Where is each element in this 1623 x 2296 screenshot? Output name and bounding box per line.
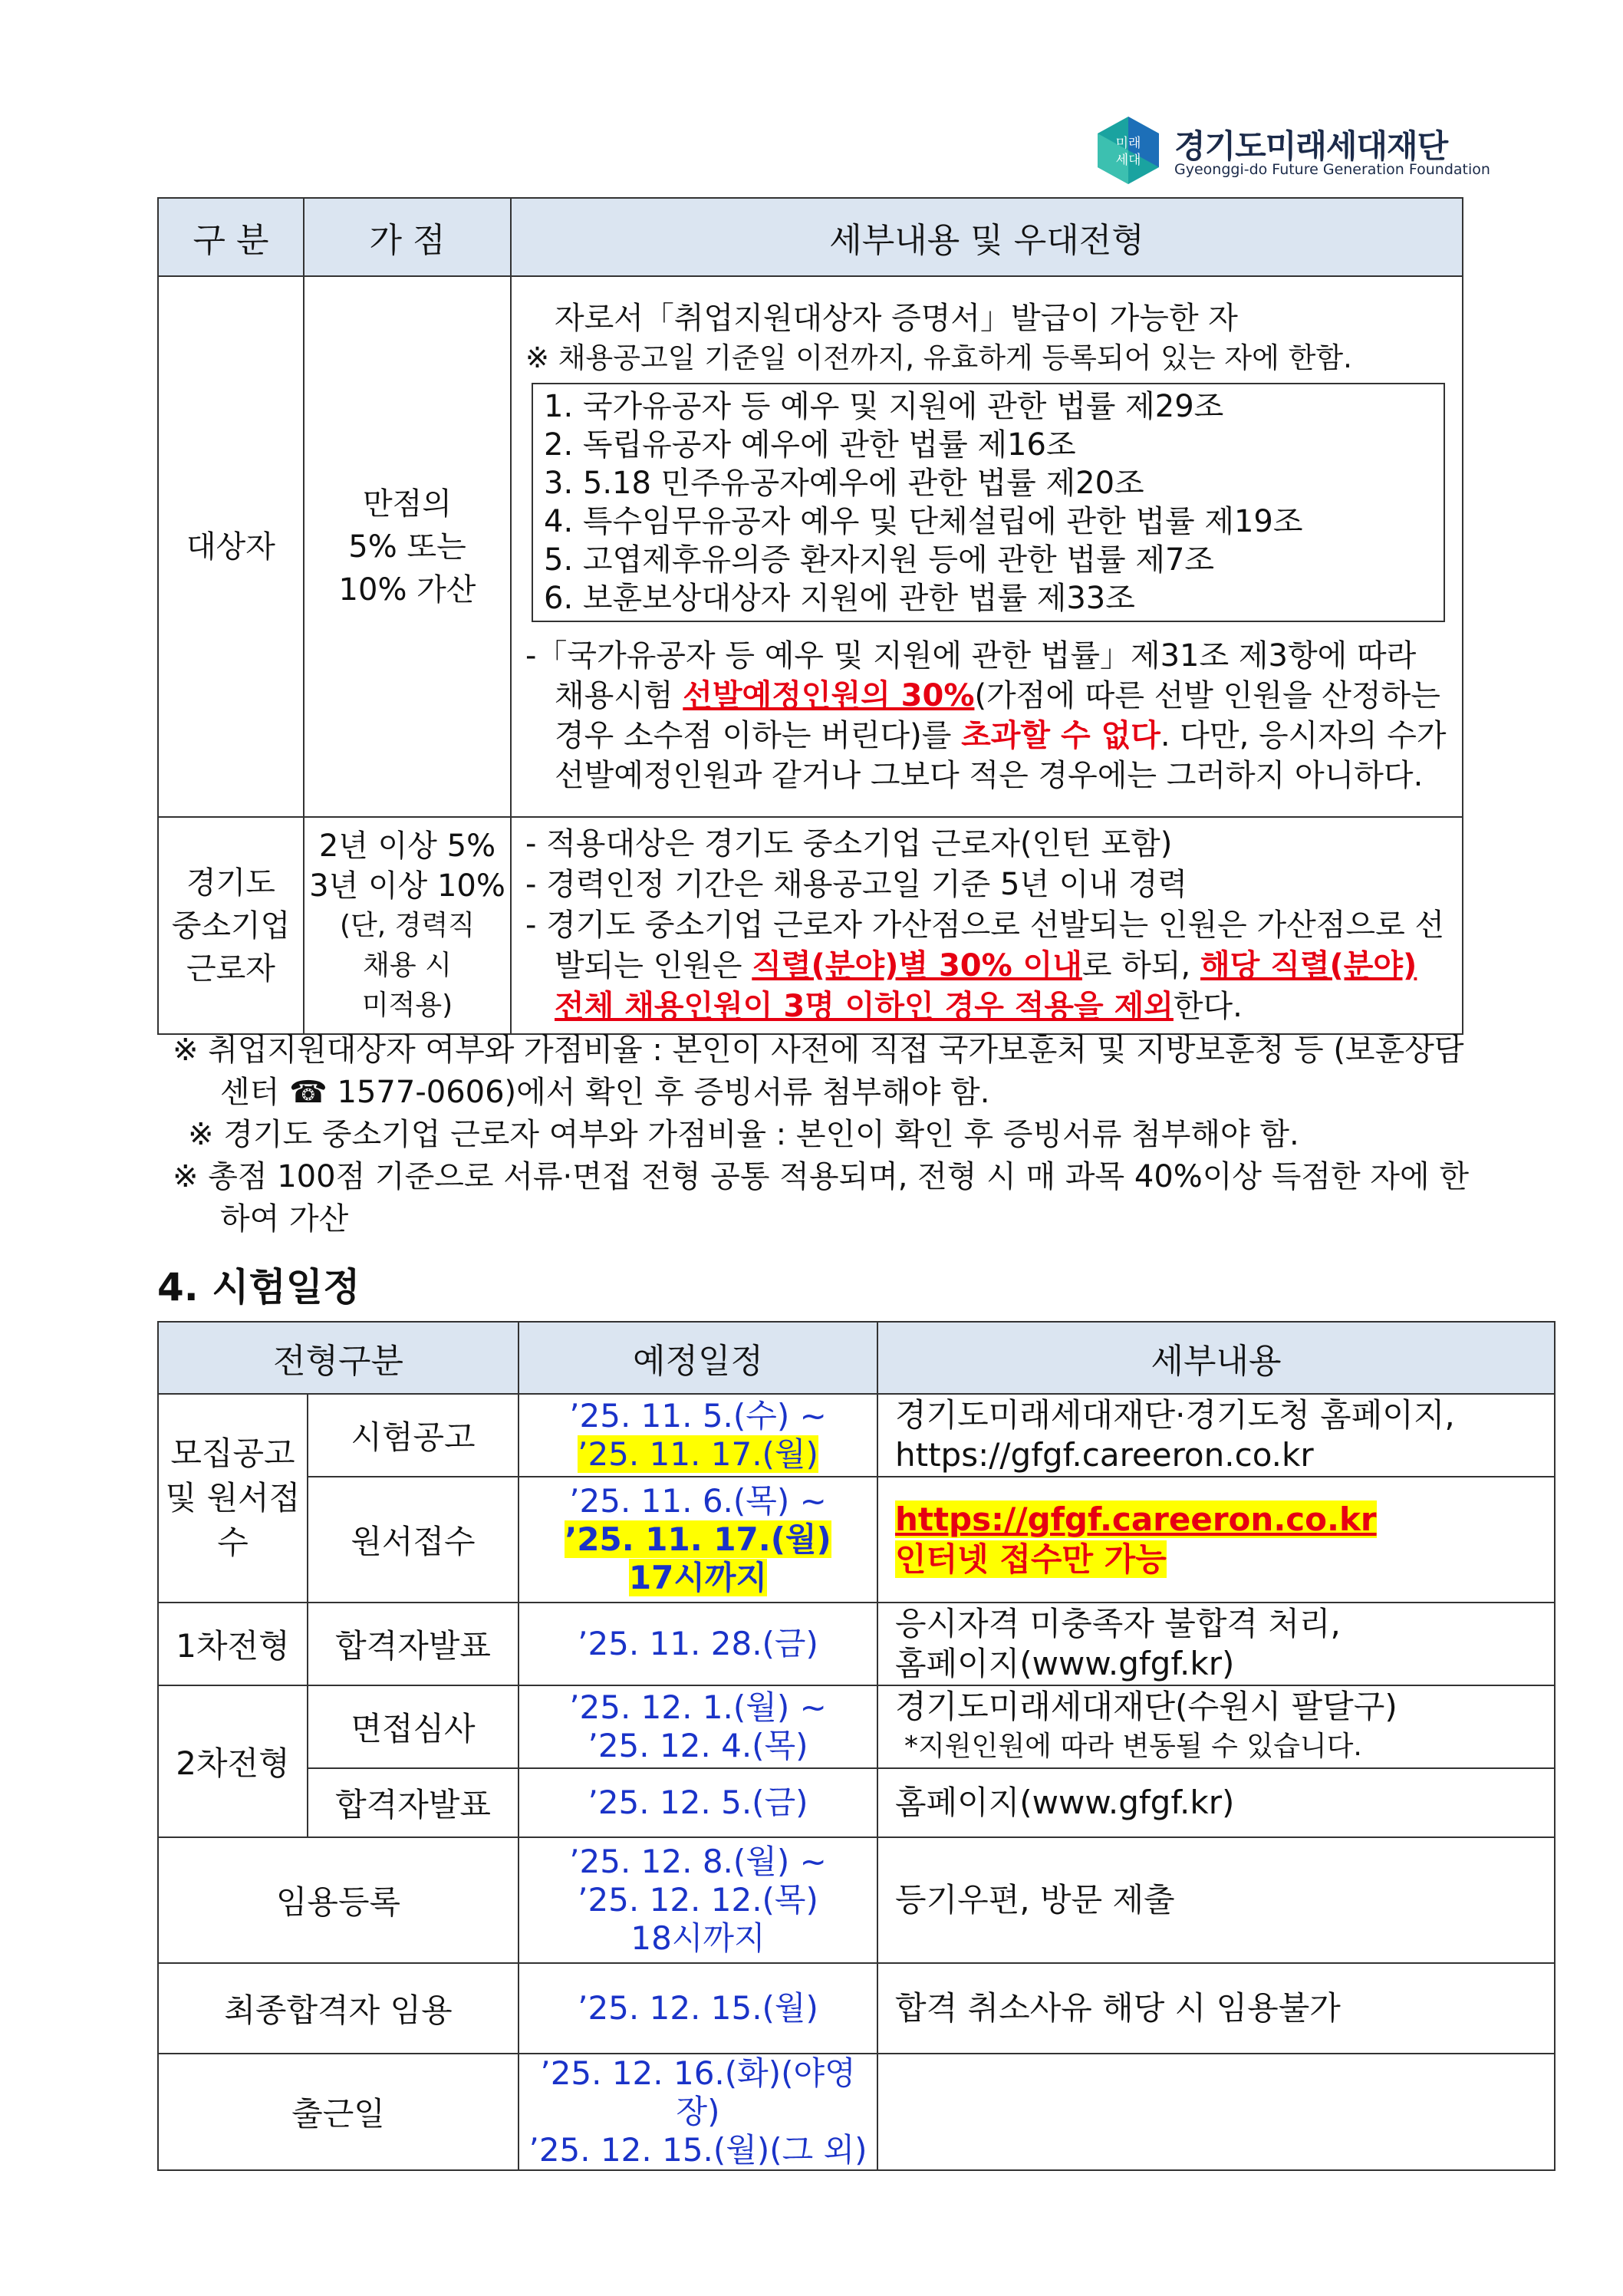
table-row (158, 817, 1463, 1034)
stage-cell: 최종합격자 임용 (158, 1963, 519, 2054)
group-cell: 1차전형 (158, 1603, 308, 1685)
list-item: 5. 고엽제후유의증 환자지원 등에 관한 법률 제7조 (544, 542, 1215, 578)
table-row (158, 1963, 1555, 2054)
logo-mark-text-2: 세대 (1115, 153, 1141, 168)
bonus-points-table (157, 197, 1463, 1035)
foundation-logo (1093, 115, 1490, 192)
list-item: 4. 특수임무유공자 예우 및 단체설립에 관한 법률 제19조 (544, 503, 1303, 539)
header-category: 구 분 (158, 198, 304, 276)
logo-mark-text-1: 미래 (1115, 136, 1141, 151)
table-row (158, 276, 1463, 817)
points-cell: 2년 이상 5% 3년 이상 10% (단, 경력직 채용 시 미적용) (304, 817, 511, 1034)
stage-cell: 합격자발표 (308, 1603, 519, 1685)
date-cell: ’25. 12. 1.(월) ~ ’25. 12. 4.(목) (519, 1685, 877, 1768)
table-header-row (158, 1322, 1555, 1394)
table-row (158, 1603, 1555, 1685)
table-row (158, 1768, 1555, 1837)
group-cell: 모집공고 및 원서접수 (158, 1394, 308, 1603)
info-cell: 홈페이지(www.gfgf.kr) (877, 1768, 1555, 1837)
stage-cell: 임용등록 (158, 1837, 519, 1963)
table-row (158, 1685, 1555, 1768)
org-name-kr: 경기도미래세대재단 (1174, 127, 1448, 165)
list-item: 1. 국가유공자 등 예우 및 지원에 관한 법률 제29조 (544, 388, 1224, 424)
header-stage: 전형구분 (158, 1322, 519, 1394)
footnote: ※ 총점 100점 기준으로 서류·면접 전형 공통 적용되며, 전형 시 매 과목 40%이상 득점한 자에 한하여 가산 (173, 1159, 1470, 1237)
date-cell: ’25. 11. 28.(금) (519, 1603, 877, 1685)
date-cell: ’25. 12. 15.(월) (519, 1963, 877, 2054)
section-title: 4. 시험일정 (157, 1265, 360, 1309)
list-item: 6. 보훈보상대상자 지원에 관한 법률 제33조 (544, 580, 1135, 616)
date-cell: ’25. 12. 16.(화)(야영장) ’25. 12. 15.(월)(그 외) (519, 2054, 877, 2170)
stage-cell: 면접심사 (308, 1685, 519, 1768)
careeron-link[interactable]: https://gfgf.careeron.co.kr (895, 1500, 1377, 1538)
footnote: ※ 취업지원대상자 여부와 가점비율 : 본인이 사전에 직접 국가보훈처 및 지방보훈청 등 (보훈상담센터 ☎ 1577-0606)에서 확인 후 증빙서류 첨부해야 함. (173, 1033, 1464, 1110)
info-cell: 합격 취소사유 해당 시 임용불가 (877, 1963, 1555, 2054)
header-info: 세부내용 (877, 1322, 1555, 1394)
group-cell: 2차전형 (158, 1685, 308, 1837)
table-row (158, 2054, 1555, 2170)
category-cell: 경기도 중소기업 근로자 (158, 817, 304, 1034)
date-cell: ’25. 11. 5.(수) ~ ’25. 11. 17.(월) (519, 1394, 877, 1477)
info-cell: 등기우편, 방문 제출 (877, 1837, 1555, 1963)
table-row (158, 1394, 1555, 1477)
date-cell: ’25. 12. 5.(금) (519, 1768, 877, 1837)
list-item: 3. 5.18 민주유공자예우에 관한 법률 제20조 (544, 465, 1144, 501)
info-cell: 응시자격 미충족자 불합격 처리, 홈페이지(www.gfgf.kr) (877, 1603, 1555, 1685)
header-details: 세부내용 및 우대전형 (511, 198, 1463, 276)
law-list-box (532, 383, 1445, 622)
info-cell: 경기도미래세대재단(수원시 팔달구) *지원인원에 따라 변동될 수 있습니다. (877, 1685, 1555, 1768)
table-row (158, 1837, 1555, 1963)
info-cell: https://gfgf.careeron.co.kr 인터넷 접수만 가능 (877, 1477, 1555, 1603)
details-cell: 자로서「취업지원대상자 증명서」발급이 가능한 자 ※ 채용공고일 기준일 이전까지, 유효하게 등록되어 있는 자에 한함. 1. 국가유공자 등 예우 및 지원에 관한 법률 제29조 2. 독립유공자 예우에 관한 법률 제16조 3. 5.18 민주유공자예우에 관한 법률 제20조 4. 특수임무유공자 예우 및 단체설립에 관한 법률 제19조 5. 고엽제후유의증 환자지원 등에 관한 법률 제7조 6. 보훈보상대상자 지원에 관한 법률 제33조 -「국가유공자 등 예우 및 지원에 관한 법률」제31조 제3항에 따라 채용시험 선발예정인원의 30%(가점에 따른 선발 인원을 산정하는 경우 소수점 이하는 버린다)를 초과할 수 없다. 다만, 응시자의 수가 선발예정인원과 같거나 그보다 적은 경우에는 그러하지 아니하다. (511, 276, 1463, 817)
info-cell (877, 2054, 1555, 2170)
date-cell: ’25. 12. 8.(월) ~ ’25. 12. 12.(목) 18시까지 (519, 1837, 877, 1963)
footnote: ※ 경기도 중소기업 근로자 여부와 가점비율 : 본인이 확인 후 증빙서류 첨부해야 함. (188, 1117, 1299, 1152)
points-cell: 만점의 5% 또는 10% 가산 (304, 276, 511, 817)
stage-cell: 원서접수 (308, 1477, 519, 1603)
header-points: 가 점 (304, 198, 511, 276)
limit-paragraph: -「국가유공자 등 예우 및 지원에 관한 법률」제31조 제3항에 따라 채용시험 선발예정인원의 30%(가점에 따른 선발 인원을 산정하는 경우 소수점 이하는 버린다)를 초과할 수 없다. 다만, 응시자의 수가 선발예정인원과 같거나 그보다 적은 경우에는 그러하지 아니하다. (525, 637, 1447, 793)
stage-cell: 출근일 (158, 2054, 519, 2170)
org-name-en: Gyeonggi-do Future Generation Foundation (1174, 161, 1490, 178)
stage-cell: 시험공고 (308, 1394, 519, 1477)
schedule-table (157, 1321, 1556, 2171)
details-cell: - 적용대상은 경기도 중소기업 근로자(인턴 포함) - 경력인정 기간은 채용공고일 기준 5년 이내 경력 - 경기도 중소기업 근로자 가산점으로 선발되는 인원은 가산점으로 선발되는 인원은 직렬(분야)별 30% 이내로 하되, 해당 직렬(분야) 전체 채용인원이 3명 이하인 경우 적용을 제외한다. (511, 817, 1463, 1034)
list-item: 2. 독립유공자 예우에 관한 법률 제16조 (544, 427, 1076, 463)
table-row (158, 1477, 1555, 1603)
date-cell: ’25. 11. 6.(목) ~ ’25. 11. 17.(월) 17시까지 (519, 1477, 877, 1603)
stage-cell: 합격자발표 (308, 1768, 519, 1837)
header-date: 예정일정 (519, 1322, 877, 1394)
table-header-row (158, 198, 1463, 276)
foundation-logo-icon (1093, 115, 1164, 186)
info-cell: 경기도미래세대재단·경기도청 홈페이지, https://gfgf.careeron.co.kr (877, 1394, 1555, 1477)
category-cell: 대상자 (158, 276, 304, 817)
footnotes (173, 1029, 1477, 1240)
